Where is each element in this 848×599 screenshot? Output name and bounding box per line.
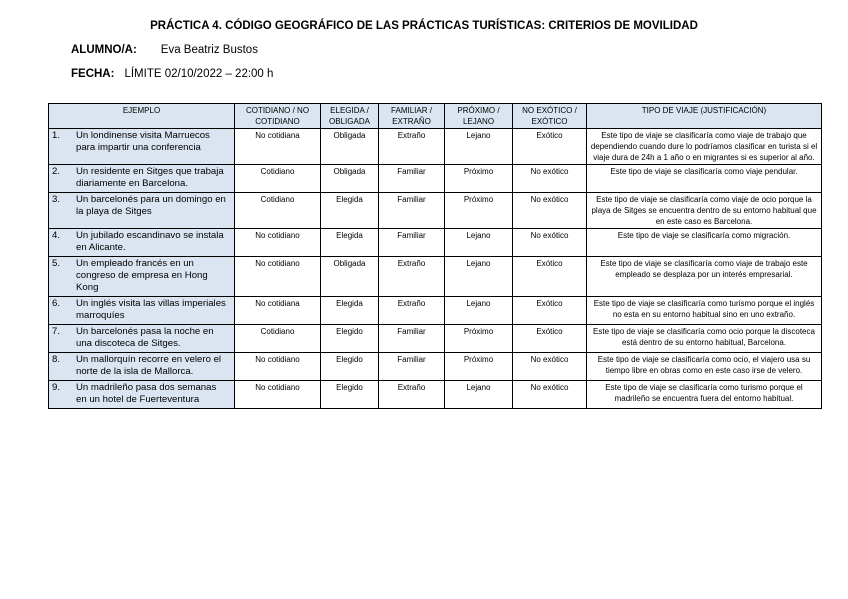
travel-type-cell: Este tipo de viaje se clasificaría como turismo porque el madrileño se encuentra fuera del entorno habitual. <box>587 381 822 409</box>
travel-type-cell: Este tipo de viaje se clasificaría como ocio, el viajero usa su tiempo libre en obras como en este caso irse de velero. <box>587 353 822 381</box>
row-number: 6. <box>52 298 61 309</box>
example-text: Un mallorquín recorre en velero el norte de la isla de Mallorca. <box>76 354 222 377</box>
daily-cell: No cotidiano <box>235 353 321 381</box>
daily-cell: No cotidiano <box>235 381 321 409</box>
student-name: Eva Beatriz Bustos <box>160 44 258 56</box>
near-cell: Próximo <box>445 165 513 193</box>
example-cell <box>49 325 235 353</box>
header-example: EJEMPLO <box>49 104 235 129</box>
header-chosen: ELEGIDA / OBLIGADA <box>321 104 379 129</box>
exotic-cell: Exótico <box>513 297 587 325</box>
date-value: LÍMITE 02/10/2022 – 22:00 h <box>124 68 274 80</box>
exotic-cell: No exótico <box>513 353 587 381</box>
familiar-cell: Extraño <box>379 257 445 297</box>
document-title: PRÁCTICA 4. CÓDIGO GEOGRÁFICO DE LAS PRÁCTICAS TURÍSTICAS: CRITERIOS DE MOVILIDAD <box>150 20 698 32</box>
exotic-cell: No exótico <box>513 381 587 409</box>
table-row <box>49 353 822 381</box>
chosen-cell: Elegida <box>321 229 379 257</box>
travel-type-cell: Este tipo de viaje se clasificaría como viaje de trabajo que dependiendo cuando dure lo podríamos clasificar en turista si el viaje dura de 24h a 1 año o en migrantes si es superior al año. <box>587 129 822 165</box>
row-number: 3. <box>52 194 61 205</box>
daily-cell: No cotidiana <box>235 129 321 165</box>
chosen-cell: Elegida <box>321 297 379 325</box>
near-cell: Próximo <box>445 193 513 229</box>
travel-type-cell: Este tipo de viaje se clasificaría como viaje pendular. <box>587 165 822 193</box>
daily-cell: Cotidiano <box>235 165 321 193</box>
example-cell <box>49 353 235 381</box>
near-cell: Lejano <box>445 297 513 325</box>
familiar-cell: Familiar <box>379 353 445 381</box>
table-row <box>49 129 822 165</box>
near-cell: Próximo <box>445 325 513 353</box>
exotic-cell: No exótico <box>513 193 587 229</box>
date-line <box>71 68 273 80</box>
example-cell <box>49 193 235 229</box>
example-cell <box>49 165 235 193</box>
exotic-cell: No exótico <box>513 229 587 257</box>
table-row <box>49 229 822 257</box>
exotic-cell: Exótico <box>513 257 587 297</box>
exotic-cell: Exótico <box>513 129 587 165</box>
chosen-cell: Obligada <box>321 257 379 297</box>
row-number: 5. <box>52 258 61 269</box>
table-row <box>49 325 822 353</box>
row-number: 2. <box>52 166 61 177</box>
travel-type-cell: Este tipo de viaje se clasificaría como viaje de ocio porque la playa de Sitges se encuentra dentro de su entorno habitual que en este caso es Barcelona. <box>587 193 822 229</box>
chosen-cell: Elegido <box>321 353 379 381</box>
exotic-cell: No exótico <box>513 165 587 193</box>
row-number: 9. <box>52 382 61 393</box>
travel-type-cell: Este tipo de viaje se clasificaría como viaje de trabajo este empleado se desplaza por un interés empresarial. <box>587 257 822 297</box>
near-cell: Lejano <box>445 381 513 409</box>
table-row <box>49 297 822 325</box>
chosen-cell: Elegido <box>321 381 379 409</box>
chosen-cell: Elegida <box>321 193 379 229</box>
row-number: 8. <box>52 354 61 365</box>
mobility-criteria-table <box>48 103 822 409</box>
daily-cell: No cotidiano <box>235 257 321 297</box>
near-cell: Lejano <box>445 257 513 297</box>
example-cell <box>49 257 235 297</box>
familiar-cell: Extraño <box>379 129 445 165</box>
table-header-row <box>49 104 822 129</box>
familiar-cell: Familiar <box>379 193 445 229</box>
travel-type-cell: Este tipo de viaje se clasificaría como ocio porque la discoteca está dentro de su entorno habitual, Barcelona. <box>587 325 822 353</box>
header-daily: COTIDIANO / NO COTIDIANO <box>235 104 321 129</box>
familiar-cell: Extraño <box>379 297 445 325</box>
row-number: 4. <box>52 230 61 241</box>
travel-type-cell: Este tipo de viaje se clasificaría como turismo porque el inglés no esta en su entorno habitual sino en uno extraño. <box>587 297 822 325</box>
near-cell: Lejano <box>445 129 513 165</box>
example-text: Un inglés visita las villas imperiales marroquíes <box>76 298 226 321</box>
row-number: 1. <box>52 130 61 141</box>
familiar-cell: Familiar <box>379 229 445 257</box>
table-row <box>49 257 822 297</box>
table-row <box>49 381 822 409</box>
chosen-cell: Elegido <box>321 325 379 353</box>
familiar-cell: Familiar <box>379 165 445 193</box>
student-line <box>71 44 258 56</box>
daily-cell: Cotidiano <box>235 193 321 229</box>
chosen-cell: Obligada <box>321 129 379 165</box>
travel-type-cell: Este tipo de viaje se clasificaría como migración. <box>587 229 822 257</box>
daily-cell: Cotidiano <box>235 325 321 353</box>
near-cell: Lejano <box>445 229 513 257</box>
example-text: Un jubilado escandinavo se instala en Alicante. <box>76 230 224 253</box>
example-cell <box>49 381 235 409</box>
table-row <box>49 165 822 193</box>
example-cell <box>49 229 235 257</box>
header-travel-type: TIPO DE VIAJE (JUSTIFICACIÓN) <box>587 104 822 129</box>
header-near: PRÓXIMO / LEJANO <box>445 104 513 129</box>
date-label: FECHA: <box>71 68 115 80</box>
example-cell <box>49 297 235 325</box>
daily-cell: No cotidiana <box>235 297 321 325</box>
example-text: Un barcelonés para un domingo en la playa de Sitges <box>76 194 226 217</box>
table-row <box>49 193 822 229</box>
student-label: ALUMNO/A: <box>71 44 137 56</box>
example-cell <box>49 129 235 165</box>
exotic-cell: Exótico <box>513 325 587 353</box>
example-text: Un barcelonés pasa la noche en una discoteca de Sitges. <box>76 326 214 349</box>
header-exotic: NO EXÓTICO / EXÓTICO <box>513 104 587 129</box>
example-text: Un madrileño pasa dos semanas en un hotel de Fuerteventura <box>76 382 217 405</box>
near-cell: Próximo <box>445 353 513 381</box>
chosen-cell: Obligada <box>321 165 379 193</box>
familiar-cell: Extraño <box>379 381 445 409</box>
example-text: Un residente en Sitges que trabaja diariamente en Barcelona. <box>76 166 224 189</box>
familiar-cell: Familiar <box>379 325 445 353</box>
example-text: Un empleado francés en un congreso de empresa en Hong Kong <box>76 258 208 293</box>
example-text: Un londinense visita Marruecos para impartir una conferencia <box>76 130 210 153</box>
row-number: 7. <box>52 326 61 337</box>
daily-cell: No cotidiano <box>235 229 321 257</box>
header-familiar: FAMILIAR / EXTRAÑO <box>379 104 445 129</box>
